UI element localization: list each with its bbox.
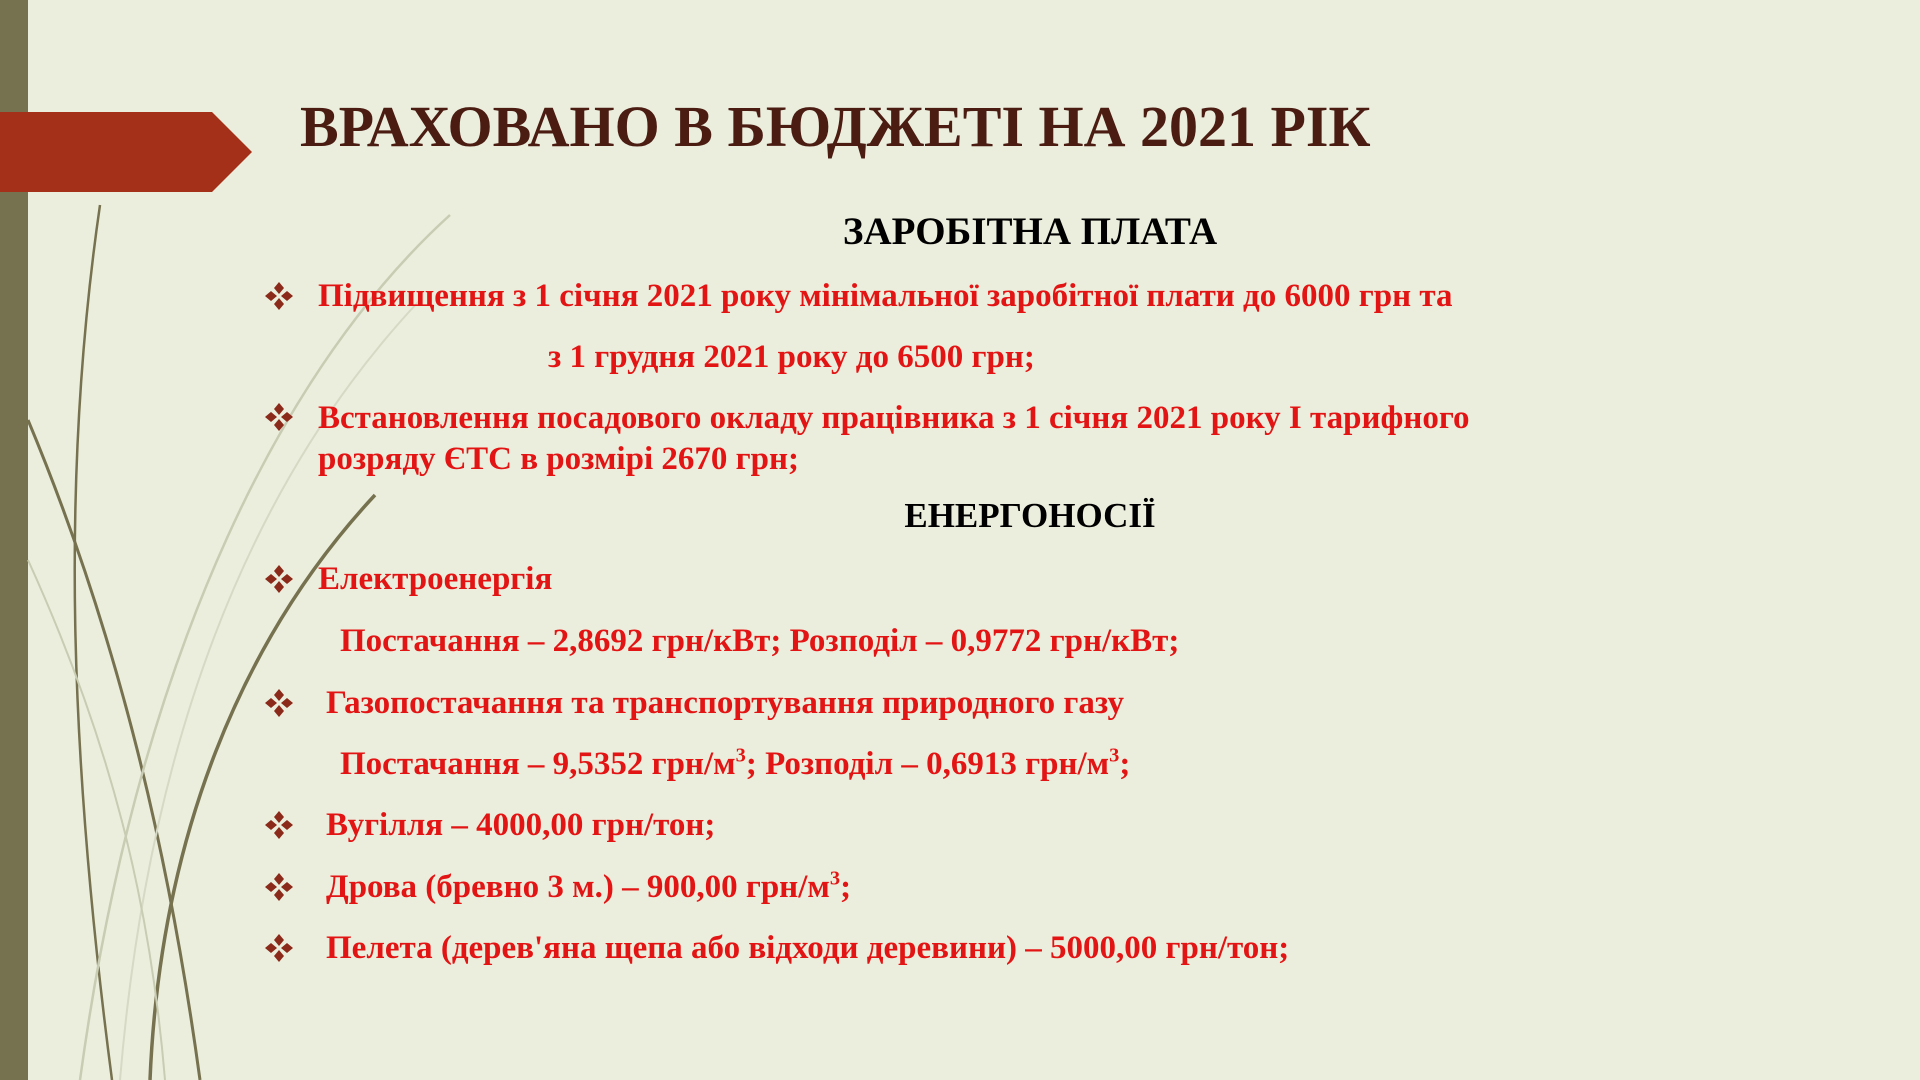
section-heading-energy: ЕНЕРГОНОСІЇ — [904, 496, 1156, 535]
salary-official-rate-line2: розряду ЄТС в розмірі 2670 грн; — [318, 441, 799, 477]
diamond-bullet-icon — [262, 931, 296, 965]
electricity-rates: Постачання – 2,8692 грн/кВт; Розподіл – 0,9772 грн/кВт; — [340, 623, 1180, 659]
salary-min-wage-line2: з 1 грудня 2021 року до 6500 грн; — [548, 339, 1035, 375]
coal-price: Вугілля – 4000,00 грн/тон; — [326, 807, 716, 843]
diamond-bullet-icon — [262, 562, 296, 596]
diamond-bullet-icon — [262, 400, 296, 434]
diamond-bullet-icon — [262, 870, 296, 904]
title-arrow-shape — [0, 112, 252, 192]
diamond-bullet-icon — [262, 279, 296, 313]
wood-price-end: ; — [840, 869, 852, 905]
section-heading-salary: ЗАРОБІТНА ПЛАТА — [842, 210, 1218, 253]
salary-official-rate-line1: Встановлення посадового окладу працівника з 1 січня 2021 року І тарифного — [318, 400, 1470, 436]
gas-rates — [340, 743, 1130, 785]
salary-min-wage-line1: Підвищення з 1 січня 2021 року мінімальної заробітної плати до 6000 грн та — [318, 278, 1453, 314]
cubic-superscript: 3 — [1109, 744, 1120, 767]
diamond-bullet-icon — [262, 808, 296, 842]
pellets-price: Пелета (дерев'яна щепа або відходи деревини) – 5000,00 грн/тон; — [326, 930, 1290, 966]
gas-label: Газопостачання та транспортування природного газу — [326, 685, 1124, 721]
slide-title: ВРАХОВАНО В БЮДЖЕТІ НА 2021 РІК — [300, 94, 1371, 159]
diamond-bullet-icon — [262, 686, 296, 720]
cubic-superscript: 3 — [735, 744, 746, 767]
electricity-label: Електроенергія — [318, 561, 553, 597]
cubic-superscript: 3 — [829, 867, 841, 890]
gas-supply-text: Постачання – 9,5352 грн/м — [340, 746, 736, 782]
wood-price — [326, 866, 851, 908]
gas-rates-end: ; — [1119, 746, 1131, 782]
gas-distribution-text: ; Розподіл – 0,6913 грн/м — [745, 746, 1110, 782]
wood-price-text: Дрова (бревно 3 м.) – 900,00 грн/м — [326, 869, 830, 905]
